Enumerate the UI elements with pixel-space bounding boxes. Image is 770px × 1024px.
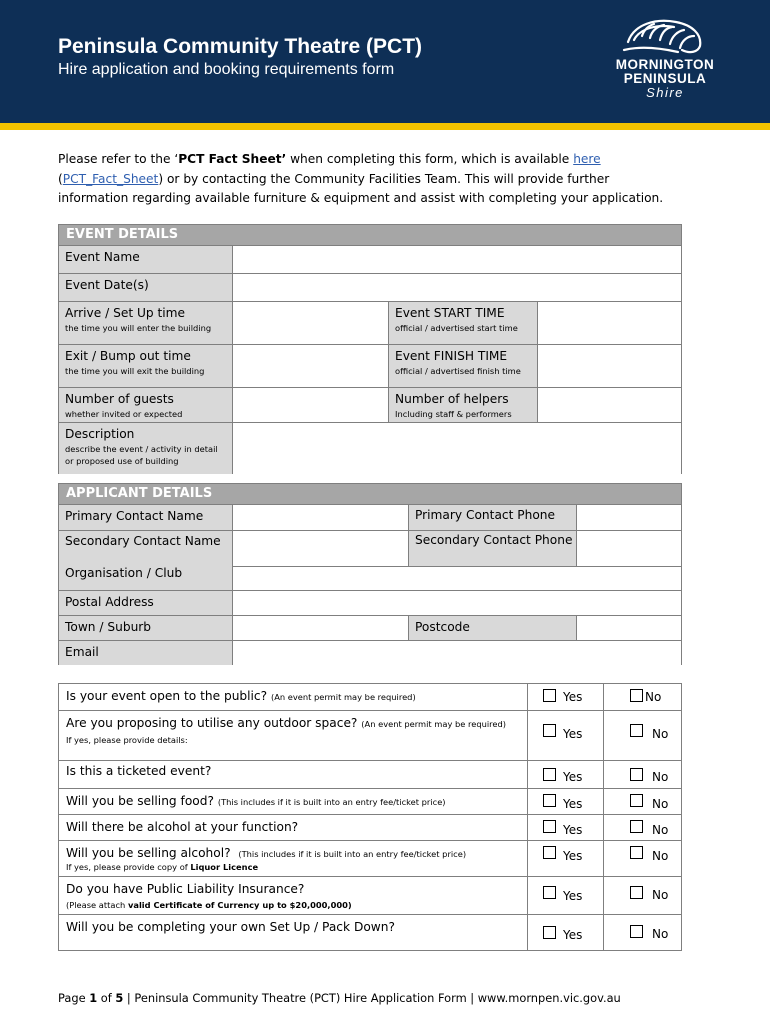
form-title: Peninsula Community Theatre (PCT) (58, 35, 423, 58)
food-no-checkbox[interactable] (630, 794, 643, 807)
question-insurance: Do you have Public Liability Insurance? (66, 882, 305, 896)
primary-phone-field[interactable] (577, 505, 681, 530)
header-band (0, 0, 770, 123)
form-subtitle: Hire application and booking requirements form (58, 61, 395, 78)
guests-field[interactable] (233, 388, 389, 422)
selling-alcohol-no-checkbox[interactable] (630, 846, 643, 859)
question-row-alcohol (59, 814, 681, 840)
food-yes-label: Yes (563, 797, 583, 811)
helpers-field[interactable] (538, 388, 681, 422)
public-yes-checkbox[interactable] (543, 689, 556, 702)
question-food: Will you be selling food? (This includes if it is built into an entry fee/ticket price) (66, 794, 446, 808)
description-hint-1: describe the event / activity in detail (65, 444, 218, 454)
setup-no-checkbox[interactable] (630, 925, 643, 938)
town-row (59, 615, 681, 640)
public-no-checkbox[interactable] (630, 689, 643, 702)
outdoor-yes-checkbox[interactable] (543, 724, 556, 737)
question-row-selling-alcohol (59, 840, 681, 876)
logo-line-1: MORNINGTON (615, 57, 715, 72)
liquor-licence-hint: If yes, please provide copy of Liquor Licence (66, 862, 259, 872)
helpers-label: Number of helpers (395, 392, 509, 406)
food-yes-checkbox[interactable] (543, 794, 556, 807)
event-name-label: Event Name (65, 250, 140, 264)
here-link[interactable]: here (573, 152, 601, 166)
public-no-label: No (645, 690, 662, 704)
event-dates-label: Event Date(s) (65, 278, 149, 292)
selling-alcohol-yes-checkbox[interactable] (543, 846, 556, 859)
organisation-field[interactable] (233, 566, 681, 590)
secondary-contact-row (59, 530, 681, 566)
insurance-yes-label: Yes (563, 889, 583, 903)
postcode-field[interactable] (577, 616, 681, 640)
insurance-hint: (Please attach valid Certificate of Currency up to $20,000,000) (66, 900, 352, 910)
exit-label: Exit / Bump out time (65, 349, 191, 363)
setup-yes-checkbox[interactable] (543, 926, 556, 939)
question-ticketed: Is this a ticketed event? (66, 764, 212, 778)
finish-time-hint: official / advertised finish time (395, 366, 521, 376)
arrive-hint: the time you will enter the building (65, 323, 212, 333)
applicant-details-heading: APPLICANT DETAILS (59, 484, 681, 504)
question-outdoor: Are you proposing to utilise any outdoor space? (An event permit may be required) (66, 716, 506, 730)
exit-hint: the time you will exit the building (65, 366, 205, 376)
primary-phone-label: Primary Contact Phone (415, 508, 556, 522)
postal-label: Postal Address (65, 595, 154, 609)
secondary-phone-field[interactable] (577, 531, 681, 566)
secondary-name-field[interactable] (233, 531, 409, 566)
secondary-phone-label: Secondary Contact Phone (415, 533, 573, 547)
description-hint-2: or proposed use of building (65, 456, 179, 466)
email-row (59, 640, 681, 665)
applicant-details-section (58, 483, 682, 665)
outdoor-yes-label: Yes (563, 727, 583, 741)
insurance-yes-checkbox[interactable] (543, 886, 556, 899)
email-label: Email (65, 645, 99, 659)
event-details-section (58, 224, 682, 474)
header-accent-bar (0, 123, 770, 130)
insurance-no-label: No (652, 888, 669, 902)
question-setup: Will you be completing your own Set Up / Pack Down? (66, 920, 395, 934)
description-row (59, 422, 681, 474)
page-number: 1 (89, 991, 98, 1005)
question-row-food (59, 788, 681, 814)
exit-finish-row (59, 344, 681, 387)
town-field[interactable] (233, 616, 409, 640)
question-row-ticketed (59, 760, 681, 788)
arrive-time-field[interactable] (233, 302, 389, 344)
page-total: 5 (115, 991, 124, 1005)
intro-line-1: Please refer to the ‘PCT Fact Sheet’ when completing this form, which is available here (58, 152, 601, 166)
finish-time-field[interactable] (538, 345, 681, 387)
guests-label: Number of guests (65, 392, 174, 406)
guests-helpers-row (59, 387, 681, 422)
question-row-outdoor (59, 710, 681, 760)
arrive-start-row (59, 301, 681, 344)
question-row-insurance (59, 876, 681, 914)
description-label: Description (65, 427, 135, 441)
start-time-hint: official / advertised start time (395, 323, 518, 333)
outdoor-details-hint: If yes, please provide details: (66, 735, 188, 745)
public-yes-label: Yes (563, 690, 583, 704)
event-name-field[interactable] (233, 246, 681, 273)
logo-line-3: Shire (646, 85, 684, 100)
question-selling-alcohol: Will you be selling alcohol? (This includes if it is built into an entry fee/ticket price) (66, 846, 467, 860)
email-field[interactable] (233, 641, 681, 665)
ticketed-yes-checkbox[interactable] (543, 768, 556, 781)
alcohol-yes-label: Yes (563, 823, 583, 837)
town-label: Town / Suburb (65, 620, 152, 634)
postal-field[interactable] (233, 591, 681, 615)
finish-time-label: Event FINISH TIME (395, 349, 508, 363)
insurance-no-checkbox[interactable] (630, 886, 643, 899)
primary-name-field[interactable] (233, 505, 409, 530)
start-time-field[interactable] (538, 302, 681, 344)
question-alcohol: Will there be alcohol at your function? (66, 820, 299, 834)
alcohol-yes-checkbox[interactable] (543, 820, 556, 833)
event-dates-field[interactable] (233, 274, 681, 301)
ticketed-no-checkbox[interactable] (630, 768, 643, 781)
organisation-label: Organisation / Club (65, 566, 183, 580)
outdoor-no-label: No (652, 727, 669, 741)
questions-section (58, 683, 682, 951)
organisation-row (59, 566, 681, 590)
primary-contact-row (59, 504, 681, 530)
question-row-setup (59, 914, 681, 951)
question-row-public (59, 684, 681, 710)
arrive-label: Arrive / Set Up time (65, 306, 186, 320)
selling-alcohol-yes-label: Yes (563, 849, 583, 863)
postcode-label: Postcode (415, 620, 470, 634)
postal-row (59, 590, 681, 615)
setup-no-label: No (652, 927, 669, 941)
intro-line-3: information regarding available furniture & equipment and assist with completing your application. (58, 191, 664, 205)
intro-paragraph (58, 150, 718, 209)
selling-alcohol-no-label: No (652, 849, 669, 863)
fact-sheet-link[interactable]: PCT_Fact_Sheet (62, 171, 159, 186)
ticketed-no-label: No (652, 770, 669, 784)
setup-yes-label: Yes (563, 928, 583, 942)
event-dates-row (59, 273, 681, 301)
food-no-label: No (652, 797, 669, 811)
primary-name-label: Primary Contact Name (65, 509, 204, 523)
guests-hint: whether invited or expected (65, 409, 183, 419)
question-public: Is your event open to the public? (An event permit may be required) (66, 689, 416, 703)
start-time-label: Event START TIME (395, 306, 505, 320)
description-field[interactable] (233, 423, 681, 474)
fact-sheet-bold: PCT Fact Sheet’ (178, 152, 287, 166)
helpers-hint: Including staff & performers (395, 409, 512, 419)
exit-time-field[interactable] (233, 345, 389, 387)
event-details-heading: EVENT DETAILS (59, 225, 681, 245)
ticketed-yes-label: Yes (563, 770, 583, 784)
outdoor-no-checkbox[interactable] (630, 724, 643, 737)
shire-logo (590, 14, 740, 104)
secondary-name-label: Secondary Contact Name (65, 534, 221, 548)
page-footer: Page 1 of 5 | Peninsula Community Theatre (PCT) Hire Application Form | www.mornpen.vic.gov.au (58, 991, 621, 1005)
alcohol-no-checkbox[interactable] (630, 820, 643, 833)
intro-line-2: (PCT_Fact_Sheet) or by contacting the Community Facilities Team. This will provide further (58, 171, 610, 186)
alcohol-no-label: No (652, 823, 669, 837)
event-name-row (59, 245, 681, 273)
logo-line-2: PENINSULA (623, 71, 707, 86)
shell-logo-icon (620, 16, 708, 56)
